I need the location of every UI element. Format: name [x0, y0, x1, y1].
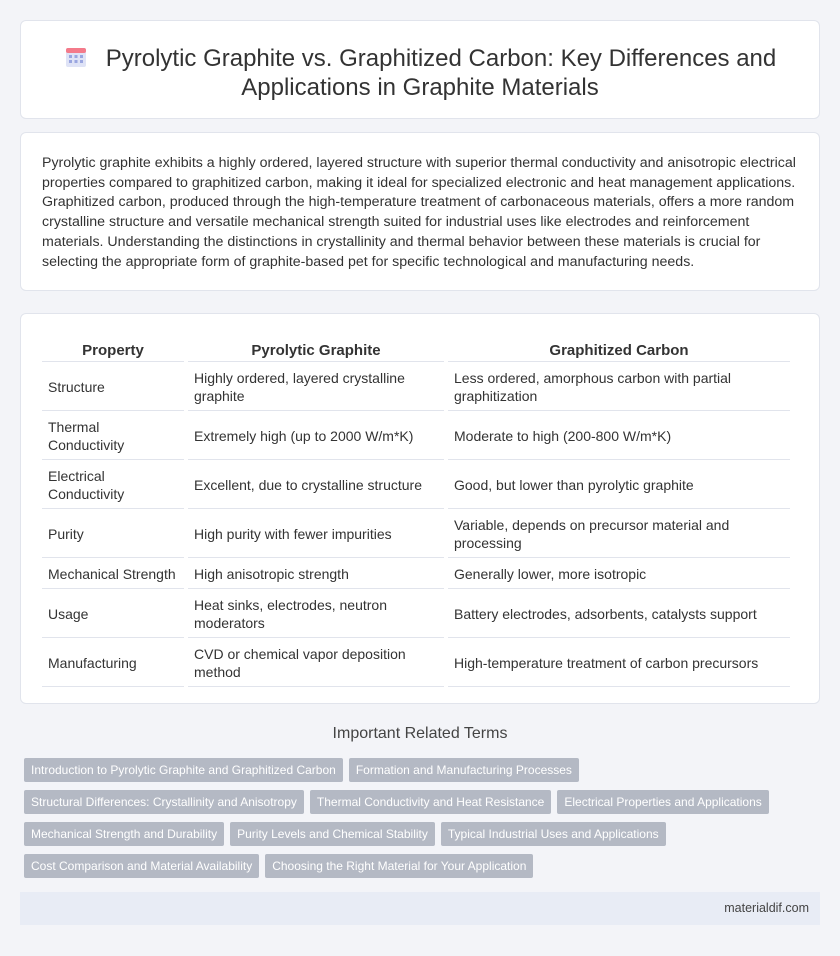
row-pyrolytic-value: CVD or chemical vapor deposition method — [188, 640, 444, 687]
related-term-tag[interactable]: Typical Industrial Uses and Applications — [441, 822, 666, 846]
table-row — [42, 591, 790, 638]
related-terms-tags — [24, 758, 820, 886]
row-pyrolytic-value: Highly ordered, layered crystalline graphite — [188, 364, 444, 411]
table-row — [42, 560, 790, 589]
table-header-row — [42, 337, 790, 362]
row-property: Mechanical Strength — [42, 560, 184, 589]
calendar-grid-icon — [64, 45, 88, 69]
row-graphitized-value: Good, but lower than pyrolytic graphite — [448, 462, 790, 509]
table-row — [42, 511, 790, 558]
row-pyrolytic-value: High anisotropic strength — [188, 560, 444, 589]
tag-row — [24, 758, 820, 790]
row-pyrolytic-value: High purity with fewer impurities — [188, 511, 444, 558]
related-term-tag[interactable]: Choosing the Right Material for Your Application — [265, 854, 533, 878]
page-title — [21, 44, 819, 102]
row-graphitized-value: High-temperature treatment of carbon precursors — [448, 640, 790, 687]
related-term-tag[interactable]: Electrical Properties and Applications — [557, 790, 768, 814]
related-term-tag[interactable]: Formation and Manufacturing Processes — [349, 758, 579, 782]
row-pyrolytic-value: Excellent, due to crystalline structure — [188, 462, 444, 509]
tag-row — [24, 854, 820, 886]
page-title-line-2: Applications in Graphite Materials — [241, 74, 599, 101]
footer — [20, 892, 820, 925]
row-graphitized-value: Less ordered, amorphous carbon with partial graphitization — [448, 364, 790, 411]
table-row — [42, 413, 790, 460]
related-term-tag[interactable]: Introduction to Pyrolytic Graphite and Graphitized Carbon — [24, 758, 343, 782]
page-title-line-1: Pyrolytic Graphite vs. Graphitized Carbon: Key Differences and — [105, 45, 777, 72]
table-row — [42, 364, 790, 411]
table-row — [42, 462, 790, 509]
footer-site-link[interactable]: materialdif.com — [724, 901, 809, 915]
tag-row — [24, 790, 820, 822]
row-property: Thermal Conductivity — [42, 413, 184, 460]
row-pyrolytic-value: Extremely high (up to 2000 W/m*K) — [188, 413, 444, 460]
row-graphitized-value: Generally lower, more isotropic — [448, 560, 790, 589]
related-term-tag[interactable]: Structural Differences: Crystallinity and Anisotropy — [24, 790, 304, 814]
related-term-tag[interactable]: Purity Levels and Chemical Stability — [230, 822, 435, 846]
row-property: Structure — [42, 364, 184, 411]
title-card — [20, 20, 820, 119]
related-term-tag[interactable]: Thermal Conductivity and Heat Resistance — [310, 790, 551, 814]
row-graphitized-value: Variable, depends on precursor material and processing — [448, 511, 790, 558]
row-property: Manufacturing — [42, 640, 184, 687]
row-graphitized-value: Battery electrodes, adsorbents, catalysts support — [448, 591, 790, 638]
header-pyrolytic-graphite: Pyrolytic Graphite — [188, 337, 444, 362]
related-term-tag[interactable]: Mechanical Strength and Durability — [24, 822, 224, 846]
table-row — [42, 640, 790, 687]
comparison-table-card — [20, 313, 820, 704]
intro-paragraph: Pyrolytic graphite exhibits a highly ordered, layered structure with superior thermal conductivity and anisotropic electrical properties compared to graphitized carbon, making it ideal for specialized electronic and heat management applications. Graphitized carbon, produced through the high-temperature treatment of carbonaceous materials, offers a more random crystalline structure and versatile mechanical strength suited for industrial uses like electrodes and reinforcement materials. Understanding the distinctions in crystallinity and thermal behavior between these materials is crucial for selecting the appropriate form of graphite-based pet for specific technological and manufacturing needs. — [42, 155, 796, 270]
header-property: Property — [42, 337, 184, 362]
tag-row — [24, 822, 820, 854]
row-pyrolytic-value: Heat sinks, electrodes, neutron moderators — [188, 591, 444, 638]
row-property: Usage — [42, 591, 184, 638]
related-term-tag[interactable]: Cost Comparison and Material Availability — [24, 854, 259, 878]
row-property: Purity — [42, 511, 184, 558]
related-terms-title: Important Related Terms — [332, 725, 508, 742]
comparison-table — [38, 335, 794, 689]
header-graphitized-carbon: Graphitized Carbon — [448, 337, 790, 362]
row-property: Electrical Conductivity — [42, 462, 184, 509]
row-graphitized-value: Moderate to high (200-800 W/m*K) — [448, 413, 790, 460]
intro-card — [20, 132, 820, 291]
